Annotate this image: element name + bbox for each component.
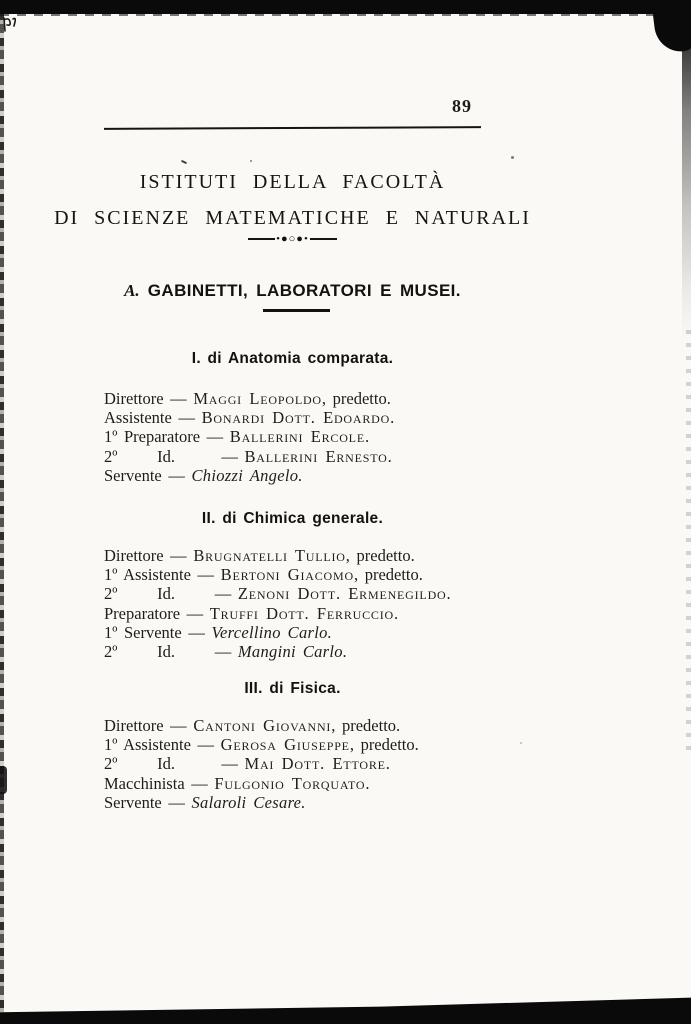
staff-row (104, 546, 585, 565)
staff-row (104, 447, 585, 466)
staff-note: , predetto. (349, 735, 419, 755)
section-a-letter: A. (124, 281, 140, 300)
institute-heading: III. di Fisica. (244, 680, 341, 697)
staff-name: Vercellino Carlo. (211, 622, 333, 642)
section-a-title: GABINETTI, LABORATORI E MUSEI. (139, 281, 461, 300)
scan-edge-right-speckle (686, 330, 691, 750)
staff-row (104, 623, 585, 642)
staff-row (104, 774, 585, 793)
staff-name: Brugnatelli Tullio (193, 546, 346, 565)
staff-note: , predetto. (353, 565, 423, 585)
staff-row (104, 793, 585, 812)
ornament-divider (0, 233, 585, 245)
staff-name: Mangini Carlo. (237, 642, 348, 662)
staff-row (104, 584, 585, 603)
staff-row (104, 466, 585, 485)
staff-note: , predetto. (331, 716, 401, 735)
staff-name: Truffi Dott. Ferruccio. (209, 603, 399, 623)
staff-name: Gerosa Giuseppe (220, 735, 350, 755)
staff-name: Mai Dott. Ettore. (244, 754, 391, 774)
staff-role: 1º Assistente — (104, 565, 221, 585)
page-number: 89 (452, 96, 472, 116)
staff-name: Ballerini Ernesto. (244, 446, 393, 466)
staff-row (104, 565, 585, 584)
staff-role: Servente — (104, 465, 192, 485)
staff-name: Bonardi Dott. Edoardo. (201, 408, 396, 428)
staff-role: 1º Preparatore — (104, 427, 230, 447)
page-title-line1: ISTITUTI DELLA FACOLTÀ (139, 171, 446, 193)
ornament-dots: •●○●• (276, 233, 309, 245)
section-a-underline (263, 309, 330, 312)
institute-staff-list (0, 389, 585, 485)
staff-row (104, 735, 585, 754)
staff-role: Direttore — (104, 546, 194, 565)
section-a-heading (0, 281, 585, 301)
staff-name: Cantoni Giovanni (193, 716, 332, 735)
staff-role: 1º Assistente — (104, 735, 221, 755)
page-title (0, 164, 585, 236)
staff-row (104, 716, 585, 735)
staff-role: 2º Id. — (104, 754, 245, 774)
staff-name: Fulgonio Torquato. (214, 773, 371, 793)
staff-row (104, 642, 585, 661)
staff-role: Macchinista — (104, 773, 215, 793)
page-title-line2: DI SCIENZE MATEMATICHE E NATURALI (54, 207, 531, 229)
staff-role: Servente — (104, 792, 192, 812)
institute-staff-list (0, 546, 585, 661)
staff-role: Assistente — (104, 408, 202, 428)
staff-row (104, 754, 585, 773)
staff-name: Bertoni Giacomo (220, 565, 354, 585)
staff-role: 2º Id. — (104, 642, 238, 662)
staff-name: Maggi Leopoldo (193, 389, 322, 408)
staff-role: 2º Id. — (104, 446, 245, 466)
staff-row (104, 427, 585, 446)
staff-role: Direttore — (104, 389, 194, 408)
staff-name: Ballerini Ercole. (229, 427, 370, 447)
staff-name: Chiozzi Angelo. (191, 465, 303, 485)
staff-name: Zenoni Dott. Ermenegildo. (237, 584, 452, 604)
institute-heading: I. di Anatomia comparata. (191, 350, 394, 367)
institute-section (0, 349, 585, 485)
institute-section (0, 509, 585, 661)
staff-role: Direttore — (104, 716, 194, 735)
institute-staff-list (0, 716, 585, 812)
staff-role: 2º Id. — (104, 584, 238, 604)
staff-note: , predetto. (345, 546, 415, 565)
header-rule (104, 126, 481, 130)
staff-role: Preparatore — (104, 603, 210, 623)
institute-section (0, 679, 585, 812)
staff-row (104, 389, 585, 408)
ornament-line-right (310, 238, 337, 240)
staff-note: , predetto. (321, 389, 391, 408)
institute-heading: II. di Chimica generale. (201, 510, 384, 527)
scan-edge-right (682, 12, 691, 342)
staff-name: Salaroli Cesare. (191, 792, 306, 812)
staff-row (104, 408, 585, 427)
staff-row (104, 604, 585, 623)
staff-role: 1º Servente — (104, 622, 212, 642)
ornament-line-left (248, 238, 275, 240)
